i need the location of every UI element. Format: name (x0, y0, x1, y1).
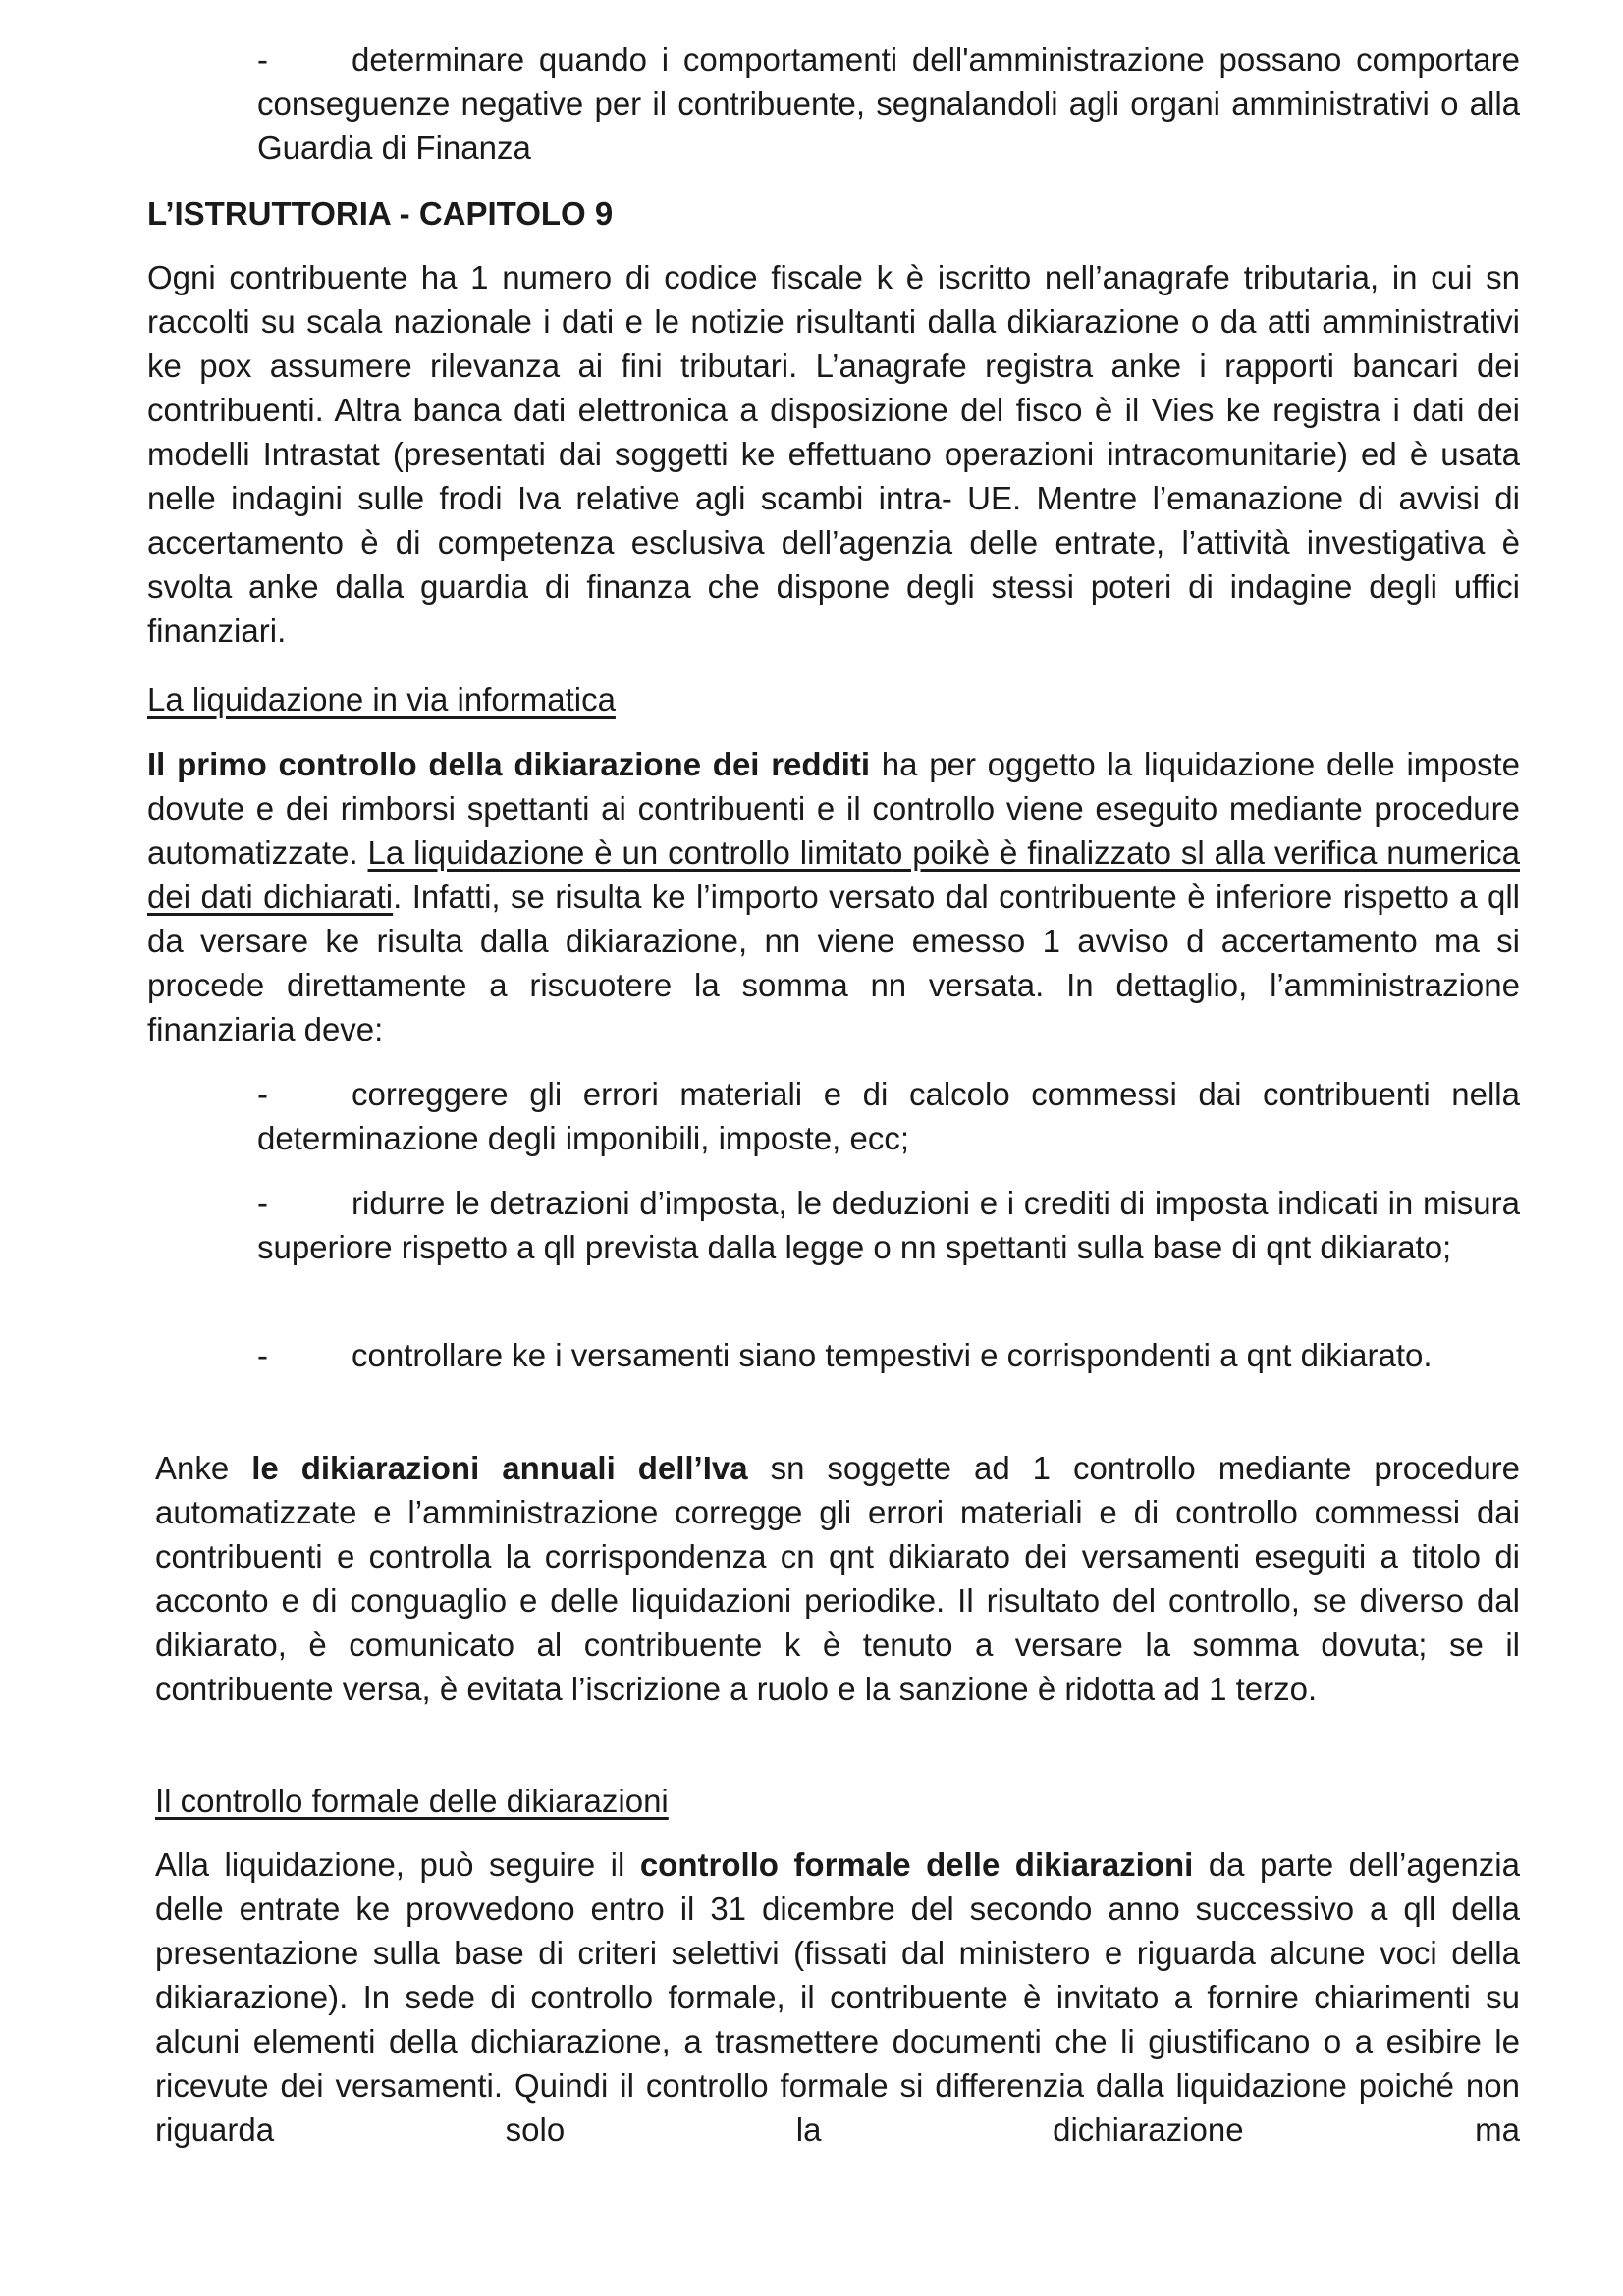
bullet-dash: - (257, 1337, 268, 1373)
bold-term: controllo formale delle dikiarazioni (639, 1846, 1194, 1883)
list-item (257, 1181, 1520, 1269)
list-item (257, 37, 1520, 170)
bullet-dash: - (257, 41, 268, 78)
bullet-dash: - (257, 1185, 268, 1221)
list-item (257, 1333, 1520, 1377)
list-item (257, 1072, 1520, 1160)
paragraph-iva: Anke le dikiarazioni annuali dell’Iva sn soggette ad 1 controllo mediante procedure automatizzate e l’amministrazione corregge gli errori materiali e di controllo commessi dai contribuenti e controlla la corrispondenza cn qnt dikiarato dei versamenti eseguiti a titolo di acconto e di conguaglio e delle liquidazioni periodike. Il risultato del controllo, se diverso dal dikiarato, è comunicato al contribuente k è tenuto a versare la somma dovuta; se il contribuente versa, è evitata l’iscrizione a ruolo e la sanzione è ridotta ad 1 terzo. (155, 1450, 1521, 1707)
bold-term: le dikiarazioni annuali dell’Iva (251, 1450, 748, 1486)
bullet-text: ridurre le detrazioni d’imposta, le deduzioni e i crediti di imposta indicati in misura superiore rispetto a qll prevista dalla legge o nn spettanti sulla base di qnt dikiarato; (257, 1185, 1520, 1265)
bold-term: Il primo controllo della dikiarazione dei redditi (147, 746, 871, 782)
bullet-text: controllare ke i versamenti siano tempestivi e corrispondenti a qnt dikiarato. (352, 1337, 1433, 1373)
subheading-controllo-formale: Il controllo formale delle dikiarazioni (155, 1783, 669, 1819)
subheading-liquidazione: La liquidazione in via informatica (147, 681, 616, 718)
paragraph-controllo-formale: Alla liquidazione, può seguire il controllo formale delle dikiarazioni da parte dell’agenzia delle entrate ke provvedono entro il 31 dicembre del secondo anno successivo a qll della presentazione sulla base di criteri selettivi (fissati dal ministero e riguarda alcune voci della dikiarazione). In sede di controllo formale, il contribuente è invitato a fornire chiarimenti su alcuni elementi della dichiarazione, a trasmettere documenti che li giustificano o a esibire le ricevute dei versamenti. Quindi il controllo formale si differenzia dalla liquidazione poiché non riguarda solo la dichiarazione ma (155, 1846, 1520, 2148)
paragraph-liquidazione: Il primo controllo della dikiarazione dei redditi ha per oggetto la liquidazione delle imposte dovute e dei rimborsi spettanti ai contribuenti e il controllo viene eseguito mediante procedure automatizzate. La liquidazione è un controllo limitato poikè è finalizzato sl alla verifica numerica dei dati dichiarati. Infatti, se risulta ke l’importo versato dal contribuente è inferiore rispetto a qll da versare ke risulta dalla dikiarazione, nn viene emesso 1 avviso d accertamento ma si procede direttamente a riscuotere la somma nn versata. In dettaglio, l’amministrazione finanziaria deve: (147, 746, 1521, 1047)
chapter-heading: L’ISTRUTTORIA - CAPITOLO 9 (147, 195, 614, 232)
paragraph-anagrafe: Ogni contribuente ha 1 numero di codice fiscale k è iscritto nell’anagrafe tributaria, in cui sn raccolti su scala nazionale i dati e le notizie risultanti dalla dikiarazione o da atti amministrativi ke pox assumere rilevanza ai fini tributari. L’anagrafe registra anke i rapporti bancari dei contribuenti. Altra banca dati elettronica a disposizione del fisco è il Vies ke registra i dati dei modelli Intrastat (presentati dai soggetti ke effettuano operazioni intracomunitarie) ed è usata nelle indagini sulle frodi Iva relative agli scambi intra- UE. Mentre l’emanazione di avvisi di accertamento è di competenza esclusiva dell’agenzia delle entrate, l’attività investigativa è svolta anke dalla guardia di finanza che dispone degli stessi poteri di indagine degli uffici finanziari. (147, 259, 1520, 649)
underlined-phrase: La liquidazione è un controllo limitato poikè è finalizzato sl alla verifica numerica dei dati dichiarati (147, 834, 1521, 915)
bullet-text: correggere gli errori materiali e di calcolo commessi dai contribuenti nella determinazione degli imponibili, imposte, ecc; (257, 1076, 1520, 1156)
bullet-dash: - (257, 1076, 268, 1112)
bullet-text: determinare quando i comportamenti dell'amministrazione possano comportare conseguenze negative per il contribuente, segnalandoli agli organi amministrativi o alla Guardia di Finanza (257, 41, 1520, 166)
